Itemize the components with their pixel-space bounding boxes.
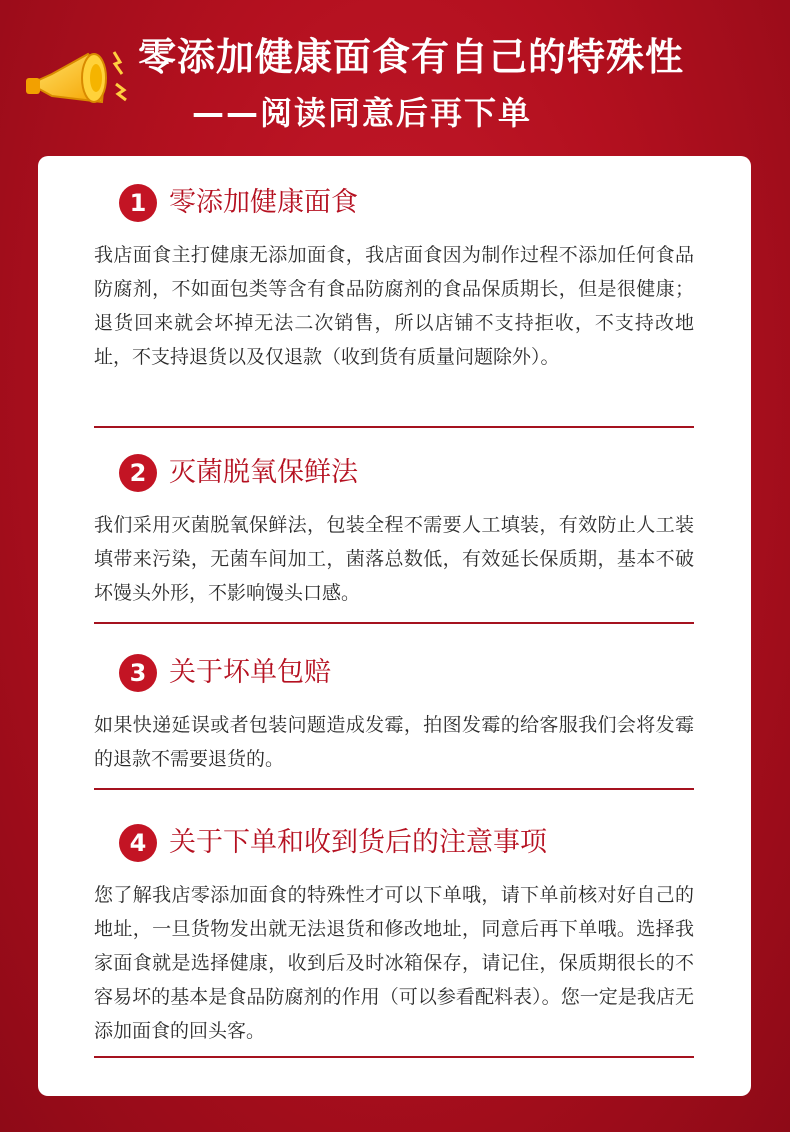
divider	[94, 622, 694, 624]
notice-card	[38, 156, 751, 1096]
section-header	[94, 184, 698, 224]
section-3	[94, 654, 698, 776]
section-title: 灭菌脱氧保鲜法	[169, 457, 358, 488]
header	[0, 0, 790, 150]
section-2	[94, 454, 698, 610]
megaphone-icon	[22, 44, 134, 124]
section-title: 关于坏单包赔	[169, 657, 331, 688]
section-header	[94, 824, 698, 864]
section-body: 我们采用灭菌脱氧保鲜法，包装全程不需要人工填装，有效防止人工装填带来污染，无菌车间加工，菌落总数低，有效延长保质期，基本不破坏馒头外形，不影响馒头口感。	[94, 514, 694, 604]
number-badge: 4	[119, 824, 157, 862]
divider	[94, 1056, 694, 1058]
section-body: 如果快递延误或者包装问题造成发霉，拍图发霉的给客服我们会将发霉的退款不需要退货的。	[94, 714, 694, 770]
section-body: 我店面食主打健康无添加面食，我店面食因为制作过程不添加任何食品防腐剂，不如面包类等含有食品防腐剂的食品保质期长，但是很健康；退货回来就会坏掉无法二次销售，所以店铺不支持拒收，不支持改地址，不支持退货以及仅退款（收到货有质量问题除外）。	[94, 244, 694, 368]
number-badge: 3	[119, 654, 157, 692]
section-header	[94, 654, 698, 694]
number-badge: 1	[119, 184, 157, 222]
section-1	[94, 184, 698, 374]
page-title: 零添加健康面食有自己的特殊性	[138, 35, 685, 79]
divider	[94, 788, 694, 790]
section-title: 零添加健康面食	[169, 187, 358, 218]
section-4	[94, 824, 698, 1048]
section-body: 您了解我店零添加面食的特殊性才可以下单哦，请下单前核对好自己的地址，一旦货物发出就无法退货和修改地址，同意后再下单哦。选择我家面食就是选择健康，收到后及时冰箱保存，请记住，保质期很长的不容易坏的基本是食品防腐剂的作用（可以参看配料表）。您一定是我店无添加面食的回头客。	[94, 884, 694, 1042]
section-header	[94, 454, 698, 494]
divider	[94, 426, 694, 428]
number-badge: 2	[119, 454, 157, 492]
page-subtitle: ——阅读同意后再下单	[192, 94, 533, 132]
section-title: 关于下单和收到货后的注意事项	[169, 827, 547, 858]
